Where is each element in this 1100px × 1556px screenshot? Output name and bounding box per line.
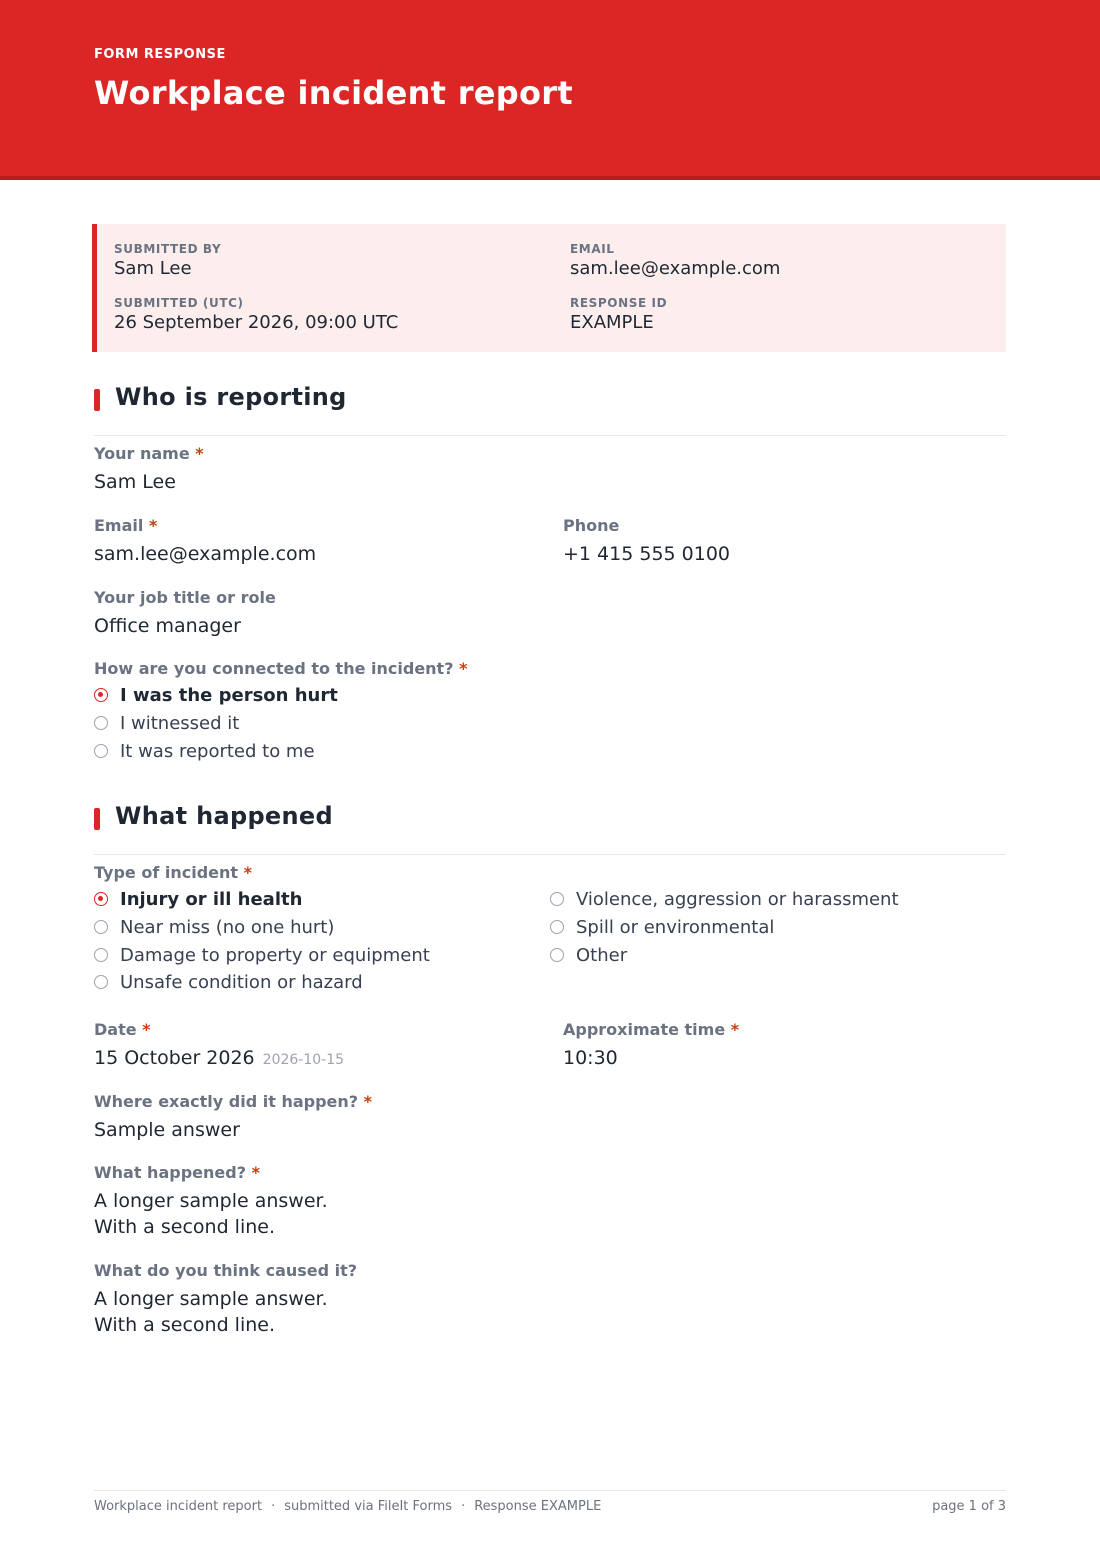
field-label: Approximate time *	[563, 1020, 740, 1039]
field-label: Where exactly did it happen? *	[94, 1092, 373, 1111]
radio-empty-icon	[550, 892, 564, 906]
field-label: How are you connected to the incident? *	[94, 659, 468, 678]
response-id-value: EXAMPLE	[570, 312, 654, 333]
required-marker: *	[730, 1020, 740, 1039]
page-title: Workplace incident report	[94, 74, 573, 112]
footer-submitted-via: submitted via FileIt Forms	[284, 1499, 453, 1514]
option-label: Injury or ill health	[120, 889, 303, 910]
radio-empty-icon	[94, 920, 108, 934]
field-label: Email *	[94, 516, 158, 535]
footer-info	[94, 1499, 601, 1514]
submitted-by	[114, 241, 221, 280]
submitted-by-label: SUBMITTED BY	[114, 242, 222, 256]
option-label: Damage to property or equipment	[120, 945, 430, 966]
required-marker: *	[148, 516, 158, 535]
option-label: I was the person hurt	[120, 685, 338, 706]
section-title: What happened	[115, 802, 333, 830]
required-marker: *	[363, 1092, 373, 1111]
field-value	[94, 1045, 344, 1073]
field-label: Type of incident *	[94, 863, 252, 882]
footer-response: Response EXAMPLE	[474, 1499, 602, 1514]
field-label: What happened? *	[94, 1163, 260, 1182]
form-response-eyebrow: FORM RESPONSE	[94, 47, 226, 62]
field-approximate-time	[563, 1020, 739, 1071]
footer-separator: ·	[461, 1499, 466, 1514]
option-label: It was reported to me	[120, 741, 315, 762]
field-value: sam.lee@example.com	[94, 543, 317, 565]
field-your-name	[94, 444, 204, 495]
response-id	[570, 295, 667, 334]
field-label: Date *	[94, 1020, 151, 1039]
answer-line: A longer sample answer.	[94, 1288, 328, 1310]
section-heading-what-happened	[94, 802, 1006, 855]
section-accent-bar	[94, 808, 100, 830]
option-label: Violence, aggression or harassment	[576, 889, 899, 910]
field-value: +1 415 555 0100	[563, 543, 731, 565]
required-marker: *	[142, 1020, 151, 1039]
radio-selected-icon	[94, 688, 108, 702]
field-label: Phone	[563, 516, 620, 535]
option-label: Near miss (no one hurt)	[120, 917, 335, 938]
field-where	[94, 1092, 372, 1143]
submitted-by-value: Sam Lee	[114, 258, 192, 279]
page-footer	[94, 1490, 1006, 1521]
answer-line: With a second line.	[94, 1314, 275, 1336]
option-label: Unsafe condition or hazard	[120, 972, 363, 993]
meta-email-value: sam.lee@example.com	[570, 258, 781, 279]
field-phone	[563, 516, 730, 567]
submitted-utc-label: SUBMITTED (UTC)	[114, 296, 244, 310]
required-marker: *	[243, 863, 252, 882]
option-label: I witnessed it	[120, 713, 240, 734]
radio-empty-icon	[94, 744, 108, 758]
radio-empty-icon	[94, 948, 108, 962]
date-iso-value: 2026-10-15	[262, 1052, 345, 1068]
radio-empty-icon	[550, 920, 564, 934]
footer-separator: ·	[271, 1499, 276, 1514]
submission-meta-box	[92, 224, 1006, 352]
option-label: Spill or environmental	[576, 917, 775, 938]
section-title: Who is reporting	[115, 383, 347, 411]
required-marker: *	[251, 1163, 260, 1182]
header-banner	[0, 0, 1100, 180]
response-id-label: RESPONSE ID	[570, 296, 668, 310]
answer-line: With a second line.	[94, 1216, 275, 1238]
field-value	[94, 1286, 357, 1338]
footer-form-name: Workplace incident report	[94, 1499, 263, 1514]
radio-empty-icon	[94, 975, 108, 989]
required-marker: *	[459, 659, 468, 678]
field-cause	[94, 1261, 357, 1338]
page-number: page 1 of 3	[932, 1499, 1006, 1514]
submitted-utc	[114, 295, 398, 334]
field-job-title	[94, 588, 276, 639]
field-connection	[94, 659, 467, 679]
field-value: Office manager	[94, 615, 241, 637]
radio-empty-icon	[94, 716, 108, 730]
field-value: Sam Lee	[94, 471, 176, 493]
field-label: Your job title or role	[94, 588, 276, 607]
field-date	[94, 1020, 344, 1073]
field-email	[94, 516, 316, 567]
radio-empty-icon	[550, 948, 564, 962]
field-value: 10:30	[563, 1047, 618, 1069]
meta-email	[570, 241, 780, 280]
meta-email-label: EMAIL	[570, 242, 615, 256]
field-label: Your name *	[94, 444, 204, 463]
answer-line: A longer sample answer.	[94, 1190, 328, 1212]
field-incident-type	[94, 863, 252, 883]
field-value: Sample answer	[94, 1119, 240, 1141]
field-value	[94, 1188, 328, 1240]
date-value: 15 October 2026	[94, 1047, 255, 1069]
field-label: What do you think caused it?	[94, 1261, 358, 1280]
option-label: Other	[576, 945, 628, 966]
section-heading-who-is-reporting	[94, 383, 1006, 436]
required-marker: *	[195, 444, 204, 463]
radio-selected-icon	[94, 892, 108, 906]
submitted-utc-value: 26 September 2026, 09:00 UTC	[114, 312, 399, 333]
section-accent-bar	[94, 389, 100, 411]
field-what-happened	[94, 1163, 328, 1240]
